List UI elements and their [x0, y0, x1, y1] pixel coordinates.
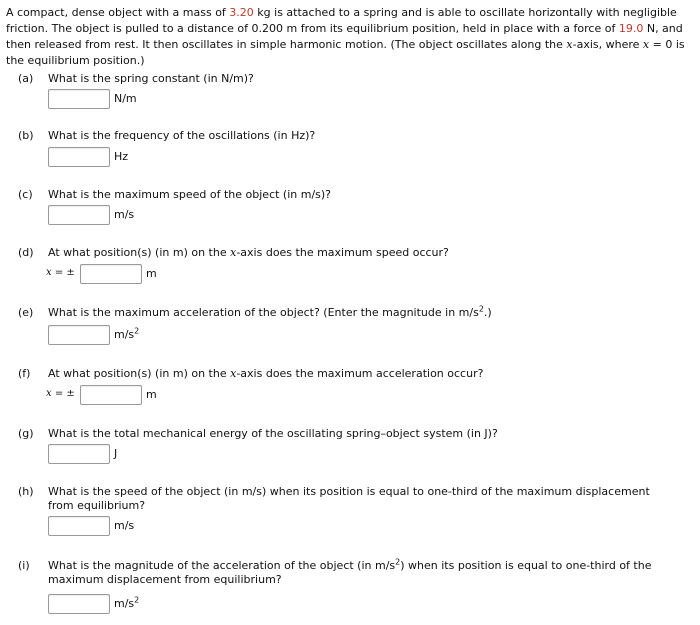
unit-label: N/m [114, 92, 137, 105]
unit-label: J [114, 447, 118, 460]
question-label: (a) [18, 72, 34, 85]
question-label: (d) [18, 246, 34, 259]
question-label: (g) [18, 427, 34, 440]
superscript: 2 [478, 304, 484, 314]
intro-text: -axis, where [572, 38, 643, 51]
mass-value: 3.20 [229, 6, 254, 19]
answer-input-h[interactable] [48, 516, 110, 536]
x-variable: x [230, 367, 237, 380]
unit-label [114, 597, 139, 610]
unit-text: m/s [114, 328, 135, 341]
question-text [48, 367, 678, 381]
answer-input-e[interactable] [48, 325, 110, 345]
question-text [48, 306, 678, 320]
superscript: 2 [395, 557, 401, 567]
position-prefix [46, 267, 75, 278]
unit-label: m/s [114, 208, 135, 221]
question-text-part: At what position(s) (in m) on the [48, 246, 231, 259]
answer-input-g[interactable] [48, 444, 110, 464]
answer-input-f[interactable] [80, 385, 142, 405]
question-label: (h) [18, 485, 34, 498]
superscript: 2 [134, 595, 140, 605]
answer-input-a[interactable] [48, 89, 110, 109]
problem-statement [6, 5, 694, 69]
answer-input-d[interactable] [80, 264, 142, 284]
intro-text: N, and then released from rest. It then oscillates in simple harmonic motion. (The object oscillates along the [6, 22, 683, 51]
x-variable: x [230, 246, 237, 259]
question-text: What is the total mechanical energy of the oscillating spring–object system (in J)? [48, 427, 498, 440]
question-text: What is the spring constant (in N/m)? [48, 72, 254, 85]
equals-plus-minus: = ± [51, 267, 75, 278]
x-variable: x [46, 267, 52, 278]
question-label: (f) [18, 367, 31, 380]
question-label: (i) [18, 559, 30, 572]
position-prefix [46, 388, 75, 399]
unit-label: m [146, 388, 157, 401]
question-text [48, 246, 678, 260]
unit-text: m/s [114, 597, 135, 610]
question-text-part: At what position(s) (in m) on the [48, 367, 231, 380]
intro-text: kg is attached to a spring and is able to oscillate horizontally with negligible friction. The object is pulled to a distance of 0.200 m from its equilibrium position, held in place with a force of [6, 6, 677, 35]
question-label: (e) [18, 306, 34, 319]
x-variable: x [46, 388, 52, 399]
answer-input-c[interactable] [48, 205, 110, 225]
question-text: What is the frequency of the oscillations (in Hz)? [48, 129, 316, 142]
question-text-part: -axis does the maximum speed occur? [236, 246, 449, 259]
question-text-part: ) when its position is equal to one-third of the maximum displacement from equilibrium? [48, 559, 652, 586]
question-text-part: What is the magnitude of the acceleration of the object (in m/s [48, 559, 396, 572]
unit-label: Hz [114, 150, 129, 163]
x-variable: x [642, 38, 650, 51]
question-label: (b) [18, 129, 34, 142]
unit-label [114, 328, 139, 341]
answer-input-b[interactable] [48, 147, 110, 167]
force-value: 19.0 [618, 22, 644, 35]
question-text-part: What is the maximum acceleration of the object? (Enter the magnitude in m/s [48, 306, 479, 319]
equals-plus-minus: = ± [51, 388, 75, 399]
superscript: 2 [134, 326, 140, 336]
question-text: What is the speed of the object (in m/s) when its position is equal to one-third of the maximum displacement from equilibrium? [48, 485, 650, 512]
question-text [48, 559, 678, 587]
question-text: What is the maximum speed of the object (in m/s)? [48, 188, 332, 201]
intro-text: = 0 is the equilibrium position.) [6, 38, 685, 67]
unit-label: m [146, 267, 157, 280]
question-text-part: -axis does the maximum acceleration occur? [236, 367, 484, 380]
answer-input-i[interactable] [48, 594, 110, 614]
x-variable: x [566, 38, 573, 51]
question-label: (c) [18, 188, 33, 201]
unit-label: m/s [114, 519, 135, 532]
question-text-part: .) [483, 306, 492, 319]
intro-text: A compact, dense object with a mass of [6, 6, 230, 19]
